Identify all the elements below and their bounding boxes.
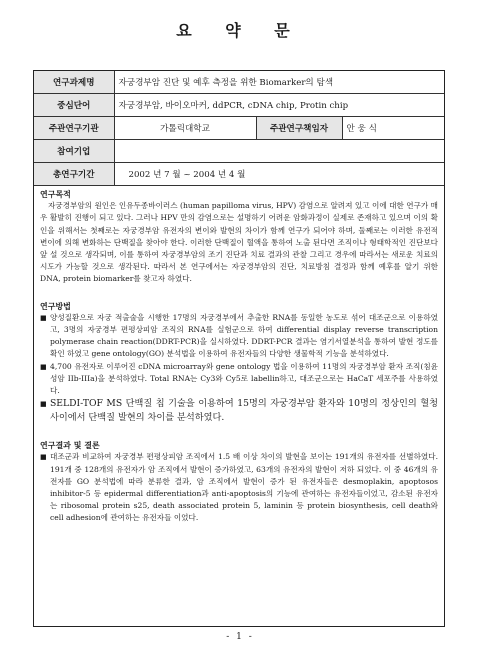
- method-heading: 연구방법: [40, 300, 71, 311]
- row-period: [34, 163, 444, 186]
- org-label: 주관연구기관: [34, 117, 114, 140]
- lead-label: 주관연구책임자: [256, 117, 342, 140]
- purpose-text: 자궁경부암의 원인은 인유두종바이러스 (human papilloma virus, HPV) 감염으로 알려져 있고 이에 대한 연구가 매우 활발히 진행이 되고 있다. 그러나 HPV 만의 감염으로는 설명하기 어려운 암화과정이 실제로 존재하고 있으며 이의 확인을 위해서는 첫째로는 자궁경부암 유전자의 변이와 발현의 차이가 함께 연구가 되어야 하며, 둘째로는 이러한 유전적 변이에 의해 변화하는 단백질을 찾아야 한다. 이러한 단백질이 혈액을 통하여 노출 된다면 조직이나 형태학적인 진단보다 앞 설 것으로 생각되며, 이를 통하여 자궁경부암의 조기 진단과 치료 결과의 관찰 그리고 경우에 따라서는 새로운 치료의 시도가 가능할 것으로 생각된다. 따라서 본 연구에서는 자궁경부암의 진단, 치료방침 결정과 함께 예후를 알기 위한 DNA, protein biomarker를 찾고자 하였다.: [40, 201, 438, 284]
- result-section: [34, 437, 444, 524]
- keyword-label: 중심단어: [34, 94, 114, 117]
- project-label: 연구과제명: [34, 71, 114, 94]
- row-partner: [34, 140, 444, 163]
- keyword-value: 자궁경부암, 바이오마커, ddPCR, cDNA chip, Protin chip: [114, 94, 444, 117]
- period-value: 2002 년 7 월 ~ 2004 년 4 월: [114, 163, 444, 186]
- partner-label: 참여기업: [34, 140, 114, 163]
- summary-frame: [33, 70, 445, 627]
- method-item: ■ SELDI-TOF MS 단백질 칩 기술을 이용하여 15명의 자궁경부암 환자와 10명의 정상인의 혈청 사이에서 단백질 발현의 차이를 분석하였다.: [40, 397, 438, 425]
- row-org: [34, 117, 444, 140]
- purpose-section: [34, 186, 444, 286]
- page-number: - 1 -: [226, 632, 254, 642]
- info-table: [34, 71, 444, 186]
- result-list: [40, 451, 438, 524]
- project-value: 자궁경부암 진단 및 예후 측정을 위한 Biomarker의 탐색: [114, 71, 444, 94]
- result-item: ■ 대조군과 비교하여 자궁경부 편평상피암 조직에서 1.5 배 이상 차이의 발현을 보이는 191개의 유전자를 선별하였다. 191개 중 128개의 유전자가 암 조직에서 발현이 증가하였고, 63개의 유전자의 발현이 저하 되었다. 이 중 46개의 유전자를 GO 분석법에 따라 분류한 결과, 암 조직에서 발현이 증가 된 유전자들은 desmoplakin, apoptosos inhibitor-5 등 epidermal differentiation과 anti-apoptosis의 기능에 관여하는 유전자들이었고, 감소된 유전자는 ribosomal protein s25, death associated protein 5, laminin 등 protein biosynthesis, cell death와 cell adhesion에 관여하는 유전자들 이었다.: [40, 451, 438, 524]
- org-value: 가톨릭대학교: [114, 117, 256, 140]
- partner-value: [114, 140, 444, 163]
- lead-value: 안 웅 식: [342, 117, 444, 140]
- page-title: 요 약 문: [176, 21, 304, 40]
- row-project: [34, 71, 444, 94]
- method-section: [34, 298, 444, 426]
- result-heading: 연구결과 및 결론: [40, 440, 100, 451]
- purpose-heading: 연구목적: [40, 189, 71, 199]
- row-keyword: [34, 94, 444, 117]
- method-item: ■ 4,700 유전자로 이루어진 cDNA microarray와 gene ontology 법을 이용하여 11명의 자궁경부암 환자 조직(침윤성암 IIb-IIIa)을 분석하였다. Total RNA는 Cy3와 Cy5로 labellin하고, 대조군으로는 HaCaT 세포주를 사용하였다.: [40, 361, 438, 398]
- method-item: ■ 양성질환으로 자궁 적출술을 시행한 17명의 자궁경부에서 추출한 RNA를 동일한 농도로 섞어 대조군으로 이용하였고, 3명의 자궁경부 편평상피암 조직의 RNA를 실험군으로 하여 differential display reverse transcription polymerase chain reaction(DDRT-PCR)을 실시하였다. DDRT-PCR 결과는 염기서열분석을 통하여 발현 정도를 확인 하였고 gene ontology(GO) 분석법을 이용하여 유전자들의 다양한 생물학적 기능을 분석하였다.: [40, 312, 438, 361]
- period-label: 총연구기간: [34, 163, 114, 186]
- method-list: [40, 312, 438, 425]
